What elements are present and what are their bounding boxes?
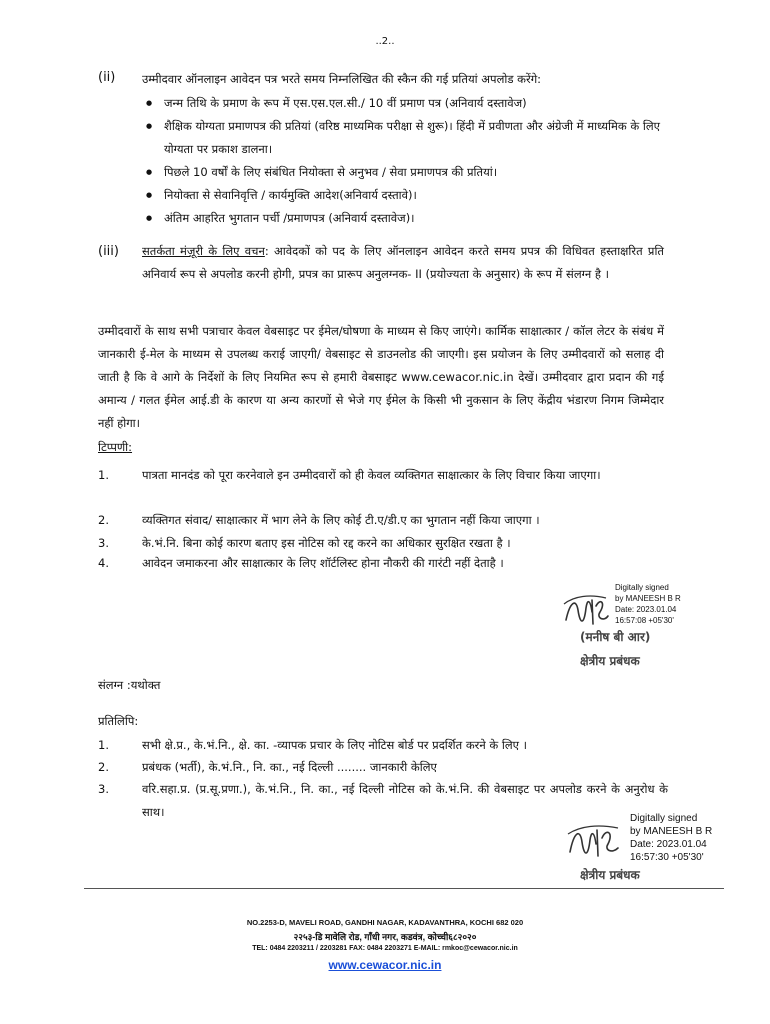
sig-line: 16:57:30 +05'30'	[630, 852, 704, 863]
sig-line: Digitally signed	[615, 583, 669, 592]
note-number: 4.	[98, 556, 109, 570]
note-text: आवेदन जमाकरना और साक्षात्कार के लिए शॉर्टलिस्ट होना नौकरी की गारंटी नहीं देताहै ।	[142, 556, 504, 570]
section-ii-intro: उम्मीदवार ऑनलाइन आवेदन पत्र भरते समय निम्नलिखित की स्कैन की गई प्रतियां अपलोड करेंगे:	[142, 72, 542, 86]
list-item: ● शैक्षिक योग्यता प्रमाणपत्र की प्रतियां (वरिष्ठ माध्यमिक परीक्षा से शुरू)। हिंदी में प्रवीणता और अंग्रेजी में माध्यमिक के लिए योग्यता पर प्रकाश डालना।	[142, 115, 670, 161]
signatory-title: क्षेत्रीय प्रबंधक	[580, 654, 640, 668]
communication-paragraph: उम्मीदवारों के साथ सभी पत्राचार केवल वेबसाइट पर ईमेल/घोषणा के माध्यम से किए जाएंगे। कार्मिक साक्षात्कार / कॉल लेटर के संबंध में जानकारी ई-मेल के माध्यम से उपलब्ध कराई जाएगी/ वेबसाइट से डाउनलोड की जाएगी। इस प्रयोजन के लिए उम्मीदवारों को सलाह दी जाती है कि वे आगे के निर्देशों के लिए नियमित रूप से हमारी वेबसाइट www.cewacor.nic.in देखें। उम्मीदवार द्वारा प्रदान की गई अमान्य / गलत ईमेल आई.डी के कारण या अन्य कारणों से भेजे गए ईमेल के किसी भी नुकसान के लिए केंद्रीय भंडारण निगम जिम्मेदार नहीं होगा।	[98, 324, 664, 430]
list-item: ● जन्म तिथि के प्रमाण के रूप में एस.एस.एल.सी./ 10 वीं प्रमाण पत्र (अनिवार्य दस्तावेज)	[142, 92, 670, 115]
section-ii-list	[142, 92, 670, 230]
note-number: 2.	[98, 513, 109, 527]
note-item	[98, 552, 668, 575]
notes-heading: टिप्पणी:	[98, 440, 133, 454]
note-text: व्यक्तिगत संवाद/ साक्षात्कार में भाग लेने के लिए कोई टी.ए/डी.ए का भुगतान नहीं किया जाएगा ।	[142, 513, 540, 527]
page-number: ..2..	[375, 36, 395, 47]
list-item: ● नियोक्ता से सेवानिवृत्ति / कार्यमुक्ति आदेश(अनिवार्य दस्तावे)।	[142, 184, 670, 207]
note-number: 1.	[98, 468, 109, 482]
section-iii-body	[142, 240, 664, 286]
digital-signature-2	[630, 812, 740, 864]
list-item: ● पिछले 10 वर्षों के लिए संबंधित नियोक्ता से अनुभव / सेवा प्रमाणपत्र की प्रतियां।	[142, 161, 670, 184]
digital-signature-1	[615, 582, 725, 626]
copy-text: प्रबंधक (भर्ती), के.भं.नि., नि. का., नई दिल्ली ........ जानकारी केलिए	[142, 760, 437, 774]
section-iii-label: (iii)	[98, 244, 119, 259]
footer-divider	[84, 888, 724, 889]
copy-item	[98, 778, 668, 824]
footer-website-wrap	[0, 958, 770, 972]
note-text: पात्रता मानदंड को पूरा करनेवाले इन उम्मीदवारों को ही केवल व्यक्तिगत साक्षात्कार के लिए विचार किया जाएगा।	[142, 468, 601, 482]
footer-address-en: NO.2253-D, MAVELI ROAD, GANDHI NAGAR, KADAVANTHRA, KOCHI 682 020	[246, 918, 524, 927]
sig-line: by MANEESH B R	[615, 594, 681, 603]
signatory-name: (मनीष बी आर)	[580, 630, 651, 644]
note-text: के.भं.नि. बिना कोई कारण बताए इस नोटिस को रद्द करने का अधिकार सुरक्षित रखता है ।	[142, 536, 511, 550]
footer-address-local: २२५३-डि मावेलि रोड, गाँधी नगर, कडवंत्र, कोच्ची६८२०२०	[293, 932, 477, 942]
list-item: ● अंतिम आहरित भुगतान पर्ची /प्रमाणपत्र (अनिवार्य दस्तावेज)।	[142, 207, 670, 230]
handwritten-signature-2	[564, 820, 624, 866]
signatory-title-2: क्षेत्रीय प्रबंधक	[580, 868, 640, 882]
sig-line: 16:57:08 +05'30'	[615, 616, 674, 625]
note-item	[98, 464, 668, 487]
copy-number: 3.	[98, 782, 109, 796]
sig-line: Date: 2023.01.04	[630, 839, 707, 850]
sig-line: by MANEESH B R	[630, 826, 713, 837]
copy-text: सभी क्षे.प्र., के.भं.नि., क्षे. का. -व्यापक प्रचार के लिए नोटिस बोर्ड पर प्रदर्शित करने के लिए ।	[142, 738, 528, 752]
note-item	[98, 509, 668, 532]
footer-contact: TEL: 0484 2203211 / 2203281 FAX: 0484 2203271 E-MAIL: rmkoc@cewacor.nic.in	[252, 945, 518, 952]
section-iii-text: : आवेदकों को पद के लिए ऑनलाइन आवेदन करते समय प्रपत्र की विधिवत हस्ताक्षरित प्रति अनिवार्य रूप से अपलोड करनी होगी, प्रपत्र का प्रारूप अनुलग्नक- II (प्रयोज्यता के अनुसार) के रूप में संलग्न है ।	[142, 244, 664, 281]
section-ii-label: (ii)	[98, 70, 116, 85]
website-link[interactable]: www.cewacor.nic.in	[328, 958, 442, 972]
copy-number: 2.	[98, 760, 109, 774]
sig-line: Digitally signed	[630, 813, 698, 824]
copy-item	[98, 756, 668, 779]
copy-item	[98, 734, 668, 757]
note-number: 3.	[98, 536, 109, 550]
copy-to-heading: प्रतिलिपि:	[98, 714, 139, 728]
enclosure-text: संलग्न :यथोक्त	[98, 678, 161, 692]
copy-text: वरि.सहा.प्र. (प्र.सू.प्रणा.), के.भं.नि., नि. का., नई दिल्ली नोटिस को के.भं.नि. की वेबसाइट पर अपलोड करने के अनुरोध के साथ।	[142, 782, 668, 819]
section-iii-heading: सतर्कता मंज़ूरी के लिए वचन	[142, 244, 265, 258]
sig-line: Date: 2023.01.04	[615, 605, 677, 614]
copy-number: 1.	[98, 738, 109, 752]
